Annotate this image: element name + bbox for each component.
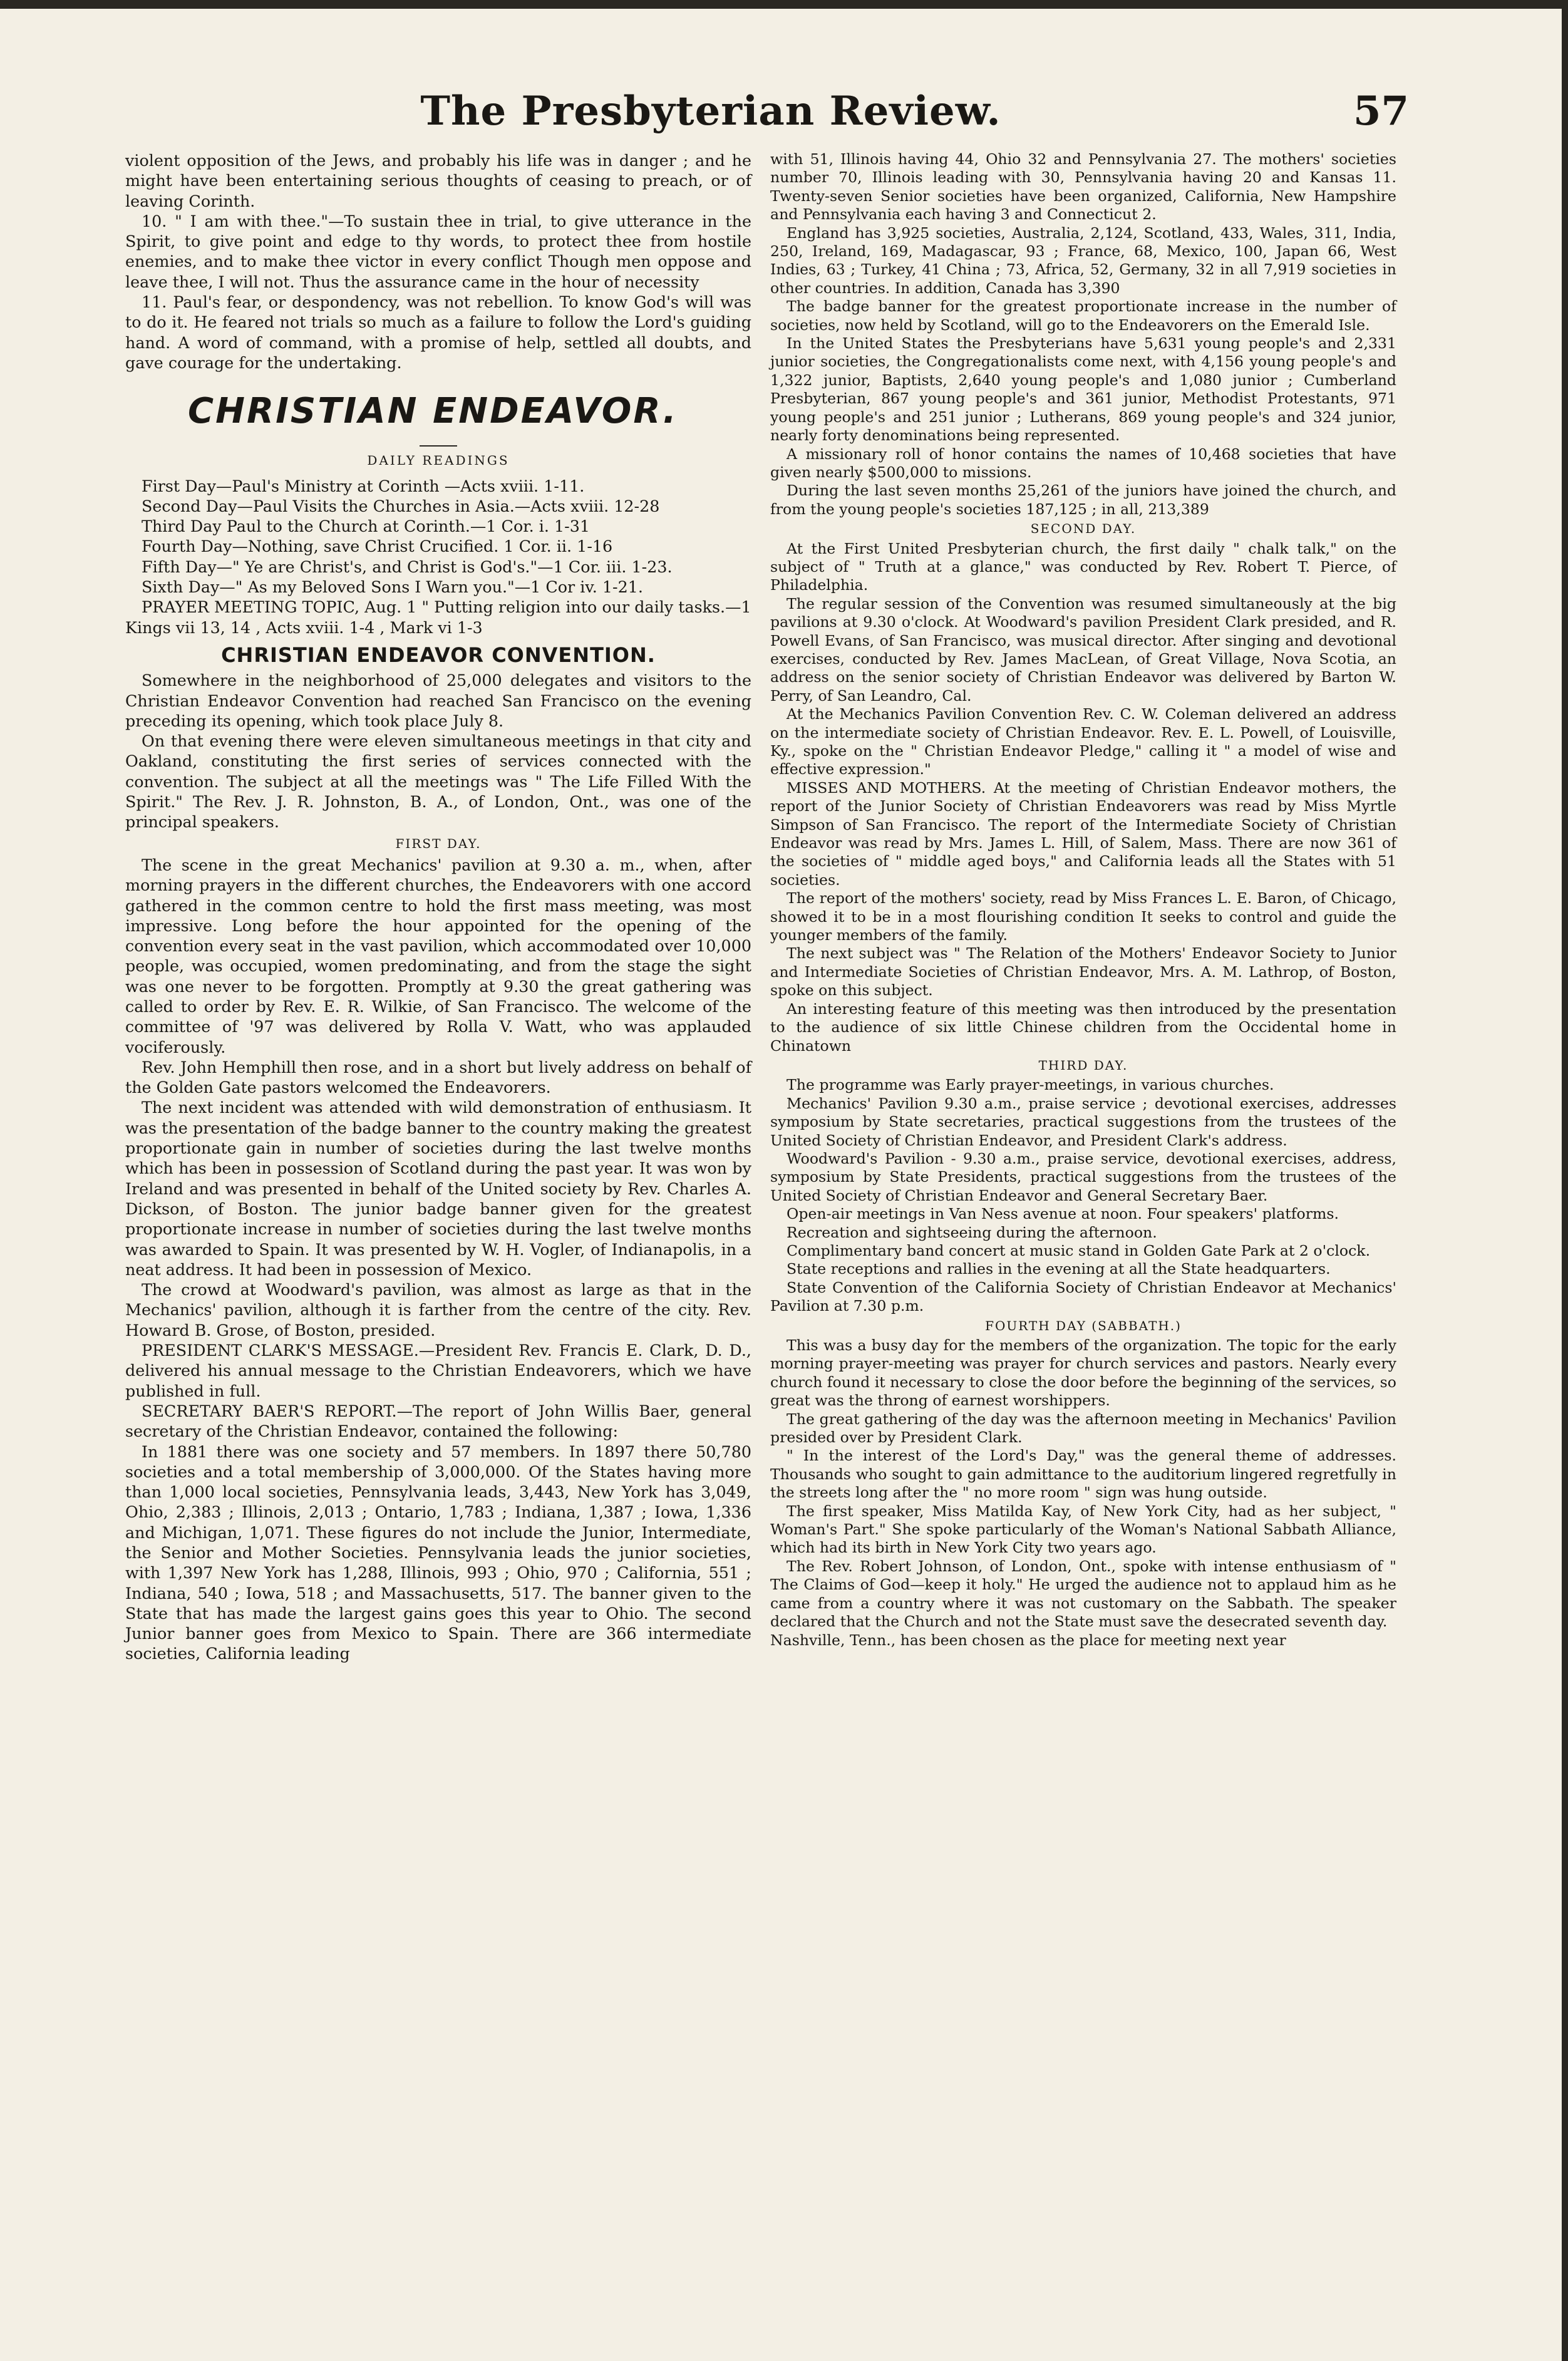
- page-top-edge: [0, 0, 1568, 9]
- paragraph: The crowd at Woodward's pavilion, was almost as large as that in the Mechanics' pavilion, although it is farther from the centre of the city. Rev. Howard B. Grose, of Boston, presided.: [125, 1280, 751, 1340]
- reading-item: Second Day—Paul Visits the Churches in Asia.—Acts xviii. 12-28: [142, 496, 660, 515]
- paragraph: Somewhere in the neighborhood of 25,000 delegates and visitors to the Christian Endeavor Convention had reached San Francisco on the evening preceding its opening, which took place July 8.: [125, 671, 751, 730]
- paragraph: The great gathering of the day was the afternoon meeting in Mechanics' Pavilion presided over by President Clark.: [770, 1410, 1396, 1447]
- paragraph: SECRETARY BAER'S REPORT.—The report of John Willis Baer, general secretary of the Christian Endeavor, contained the following:: [125, 1401, 751, 1441]
- paragraph: MISSES AND MOTHERS. At the meeting of Christian Endeavor mothers, the report of the Junior Society of Christian Endeavorers was read by Miss Myrtle Simpson of San Francisco. The report of the Intermediate Society of Christian Endeavor was read by Mrs. James L. Hill, of Salem, Mass. There are now 361 of the societies of " middle aged boys," and California leads all the States with 51 societies.: [770, 778, 1396, 889]
- paragraph: Mechanics' Pavilion 9.30 a.m., praise service ; devotional exercises, addresses symposium by State secretaries, practical suggestions from the trustees of the United Society of Christian Endeavor, and President Clark's address.: [770, 1094, 1396, 1149]
- paragraph: The first speaker, Miss Matilda Kay, of New York City, had as her subject, " Woman's Part." She spoke particularly of the Woman's National Sabbath Alliance, which had its birth in New York City two years ago.: [770, 1502, 1396, 1557]
- paragraph: A missionary roll of honor contains the names of 10,468 societies that have given nearly $500,000 to missions.: [770, 445, 1396, 481]
- day-heading: THIRD DAY.: [1038, 1057, 1128, 1073]
- paragraph: The Rev. Robert Johnson, of London, Ont., spoke with intense enthusiasm of " The Claims of God—keep it holy." He urged the audience not to applaud him as he came from a country where it was not customary on the Sabbath. The speaker declared that the Church and not the State must save the desecrated seventh day.: [770, 1557, 1396, 1631]
- paragraph: The regular session of the Convention was resumed simultaneously at the big pavilions at 9.30 o'clock. At Woodward's pavilion President Clark presided, and R. Powell Evans, of San Francisco, was musical director. After singing and devotional exercises, conducted by Rev. James MacLean, of Great Village, Nova Scotia, an address on the senior society of Christian Endeavor was delivered by Barton W. Perry, of San Leandro, Cal.: [770, 594, 1396, 705]
- paragraph: Rev. John Hemphill then rose, and in a short but lively address on behalf of the Golden Gate pastors welcomed the Endeavorers.: [125, 1057, 751, 1097]
- readings-title: DAILY READINGS: [367, 453, 510, 468]
- reading-item: Fifth Day—" Ye are Christ's, and Christ is God's."—1 Cor. iii. 1-23.: [142, 557, 673, 576]
- paragraph: 10. " I am with thee."—To sustain thee in trial, to give utterance in the Spirit, to give point and edge to thy words, to protect thee from hostile enemies, and to make thee victor in every conflict Though men oppose and leave thee, I will not. Thus the assurance came in the hour of necessity: [125, 211, 751, 291]
- paragraph: violent opposition of the Jews, and probably his life was in danger ; and he might have been entertaining serious thoughts of ceasing to preach, or of leaving Corinth.: [125, 151, 751, 210]
- paragraph: Recreation and sightseeing during the afternoon.: [787, 1223, 1157, 1241]
- paragraph: During the last seven months 25,261 of the juniors have joined the church, and from the young people's societies 187,125 ; in all, 213,389: [770, 482, 1396, 518]
- paragraph: The next subject was " The Relation of the Mothers' Endeavor Society to Junior and Intermediate Societies of Christian Endeavor, Mrs. A. M. Lathrop, of Boston, spoke on this subject.: [770, 944, 1396, 1000]
- convention-heading: CHRISTIAN ENDEAVOR CONVENTION.: [221, 643, 656, 667]
- left-column: [125, 150, 751, 1664]
- paragraph: PRESIDENT CLARK'S MESSAGE.—President Rev. Francis E. Clark, D. D., delivered his annual message to the Christian Endeavorers, which we have published in full.: [125, 1341, 751, 1400]
- day-heading: FIRST DAY.: [395, 835, 482, 851]
- paragraph: State receptions and rallies in the evening at all the State headquarters.: [787, 1260, 1331, 1278]
- paragraph: The badge banner for the greatest proportionate increase in the number of societies, now held by Scotland, will go to the Endeavorers on the Emerald Isle.: [770, 297, 1396, 334]
- paragraph: " In the interest of the Lord's Day," was the general theme of addresses. Thousands who sought to gain admittance to the auditorium lingered regretfully in the streets long after the " no more room " sign was hung outside.: [770, 1447, 1396, 1502]
- paragraph: On that evening there were eleven simultaneous meetings in that city and Oakland, constituting the first series of services connected with the convention. The subject at all the meetings was " The Life Filled With the Spirit." The Rev. J. R. Johnston, B. A., of London, Ont., was one of the principal speakers.: [125, 731, 751, 832]
- paragraph: Open-air meetings in Van Ness avenue at noon. Four speakers' platforms.: [787, 1205, 1339, 1223]
- reading-item: First Day—Paul's Ministry at Corinth —Acts xviii. 1-11.: [142, 476, 585, 495]
- paragraph: The programme was Early prayer-meetings, in various churches.: [787, 1076, 1274, 1094]
- reading-item: Fourth Day—Nothing, save Christ Crucified. 1 Cor. ii. 1-16: [142, 537, 613, 556]
- paragraph: In 1881 there was one society and 57 members. In 1897 there 50,780 societies and a total membership of 3,000,000. Of the States having more than 1,000 local societies, Pennsylvania leads, 3,443, New York has 3,049, Ohio, 2,383 ; Illinois, 2,013 ; Ontario, 1,783 ; Indiana, 1,387 ; Iowa, 1,336 and Michigan, 1,071. These figures do not include the Junior, Intermediate, the Senior and Mother Societies. Pennsylvania leads the junior societies, with 1,397 New York has 1,288, Illinois, 993 ; Ohio, 970 ; California, 551 ; Indiana, 540 ; Iowa, 518 ; and Massachusetts, 517. The banner given to the State that has made the largest gains goes this year to Ohio. The second Junior banner goes from Mexico to Spain. There are 366 intermediate societies, California leading: [125, 1442, 751, 1663]
- paragraph: England has 3,925 societies, Australia, 2,124, Scotland, 433, Wales, 311, India, 250, Ireland, 169, Madagascar, 93 ; France, 68, Mexico, 100, Japan 66, West Indies, 63 ; Turkey, 41 China ; 73, Africa, 52, Germany, 32 in all 7,919 societies in other countries. In addition, Canada has 3,390: [770, 224, 1396, 297]
- paragraph: Nashville, Tenn., has been chosen as the place for meeting next year: [770, 1631, 1286, 1649]
- paragraph: The report of the mothers' society, read by Miss Frances L. E. Baron, of Chicago, showed it to be in a most flourishing condition It seeks to control and guide the younger members of the family.: [770, 889, 1396, 944]
- paragraph: An interesting feature of this meeting was then introduced by the presentation to the audience of six little Chinese children from the Occidental home in Chinatown: [770, 1000, 1396, 1055]
- paragraph: At the Mechanics Pavilion Convention Rev. C. W. Coleman delivered an address on the intermediate society of Christian Endeavor. Rev. E. L. Powell, of Louisville, Ky., spoke on the " Christian Endeavor Pledge," calling it " a model of wise and effective expression.": [770, 705, 1396, 778]
- divider: [420, 445, 457, 447]
- paragraph: Woodward's Pavilion - 9.30 a.m., praise service, devotional exercises, address, symposium by State Presidents, practical suggestions from the trustees of the United Society of Christian Endeavor and General Secretary Baer.: [770, 1149, 1396, 1204]
- running-title: The Presbyterian Review.: [420, 88, 1001, 135]
- paragraph: The next incident was attended with wild demonstration of enthusiasm. It was the presentation of the badge banner to the country making the greatest proportionate gain in number of societies during the last twelve months which has been in possession of Scotland during the past year. It was won by Ireland and was presented in behalf of the United society by Rev. Charles A. Dickson, of Boston. The junior badge banner given for the greatest proportionate increase in number of societies during the last twelve months was awarded to Spain. It was presented by W. H. Vogler, of Indianapolis, in a neat address. It had been in possession of Mexico.: [125, 1098, 751, 1279]
- paragraph: with 51, Illinois having 44, Ohio 32 and Pennsylvania 27. The mothers' societies number 70, Illinois leading with 30, Pennsylvania having 20 and Kansas 11. Twenty-seven Senior societies have been organized, California, New Hampshire and Pennsylvania each having 3 and Connecticut 2.: [770, 150, 1396, 224]
- paragraph: State Convention of the California Society of Christian Endeavor at Mechanics' Pavilion at 7.30 p.m.: [770, 1278, 1396, 1315]
- paragraph: In the United States the Presbyterians have 5,631 young people's and 2,331 junior societies, the Congregationalists come next, with 4,156 young people's and 1,322 junior, Baptists, 2,640 young people's and 1,080 junior ; Cumberland Presbyterian, 867 young people's and 361 junior, Methodist Protestants, 971 young people's and 251 junior ; Lutherans, 869 young people's and 324 junior, nearly forty denominations being represented.: [770, 334, 1396, 445]
- day-heading: SECOND DAY.: [1030, 521, 1137, 537]
- paragraph: At the First United Presbyterian church, the first daily " chalk talk," on the subject of " Truth at a glance," was conducted by Rev. Robert T. Pierce, of Philadelphia.: [770, 539, 1396, 594]
- reading-item: Third Day Paul to the Church at Corinth.—1 Cor. i. 1-31: [142, 517, 591, 536]
- reading-item: PRAYER MEETING TOPIC, Aug. 1 " Putting religion into our daily tasks.—1 Kings vii 13, 14 , Acts xviii. 1-4 , Mark vi 1-3: [125, 597, 751, 637]
- page-right-edge: [1562, 0, 1568, 2361]
- day-heading: FOURTH DAY (SABBATH.): [985, 1318, 1182, 1333]
- paragraph: This was a busy day for the members of the organization. The topic for the early morning prayer-meeting was prayer for church services and pastors. Nearly every church found it necessary to close the door before the beginning of the services, so great was the throng of earnest worshippers.: [770, 1336, 1396, 1410]
- right-column: [770, 150, 1396, 1650]
- page-number: 57: [1353, 88, 1409, 135]
- paragraph: The scene in the great Mechanics' pavilion at 9.30 a. m., when, after morning prayers in the different churches, the Endeavorers with one accord gathered in the common centre to hold the first mass meeting, was most impressive. Long before the hour appointed for the opening of the convention every seat in the vast pavilion, which accommodated over 10,000 people, was occupied, women predominating, and from the stage the sight was one never to be forgotten. Promptly at 9.30 the great gathering was called to order by Rev. E. R. Wilkie, of San Francisco. The welcome of the committee of '97 was delivered by Rolla V. Watt, who was applauded vociferously.: [125, 855, 751, 1057]
- paragraph: Complimentary band concert at music stand in Golden Gate Park at 2 o'clock.: [787, 1241, 1371, 1259]
- section-heading: CHRISTIAN ENDEAVOR.: [188, 391, 678, 432]
- paragraph: 11. Paul's fear, or despondency, was not rebellion. To know God's will was to do it. He feared not trials so much as a failure to follow the Lord's guiding hand. A word of command, with a promise of help, settled all doubts, and gave courage for the undertaking.: [125, 292, 751, 372]
- reading-item: Sixth Day—" As my Beloved Sons I Warn you."—1 Cor iv. 1-21.: [142, 577, 643, 597]
